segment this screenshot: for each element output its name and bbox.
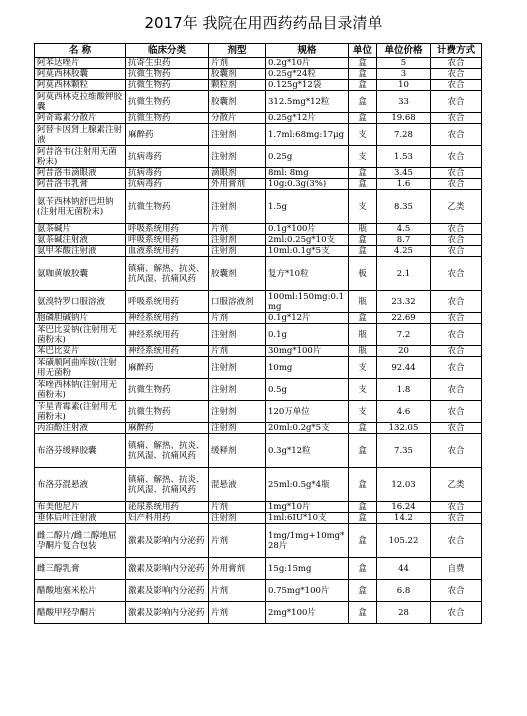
cell-billing: 农合	[431, 423, 482, 434]
page-title: 2017年 我院在用西药药品目录清单	[144, 14, 383, 32]
cell-category: 抗病毒药	[126, 168, 209, 179]
table-row	[35, 146, 482, 168]
table-row	[35, 224, 482, 235]
cell-price: 33	[377, 91, 431, 113]
table-row	[35, 168, 482, 179]
cell-category: 激素及影响内分泌药	[126, 602, 209, 624]
cell-spec: 15g:15mg	[266, 558, 349, 580]
cell-spec: 0.125g*12袋	[266, 80, 349, 91]
table-row	[35, 190, 482, 224]
cell-spec: 1mg*10片	[266, 502, 349, 513]
cell-billing: 农合	[431, 524, 482, 558]
cell-billing: 农合	[431, 324, 482, 346]
cell-category: 激素及影响内分泌药	[126, 580, 209, 602]
table-row	[35, 423, 482, 434]
cell-spec: 0.5g	[266, 379, 349, 401]
cell-price: 8.35	[377, 190, 431, 224]
cell-name: 醋酸甲羟孕酮片	[35, 602, 126, 624]
cell-category: 抗微生物药	[126, 113, 209, 124]
cell-billing: 农合	[431, 224, 482, 235]
cell-form: 片剂	[209, 224, 266, 235]
table-row	[35, 124, 482, 146]
cell-billing: 农合	[431, 113, 482, 124]
cell-billing: 农合	[431, 346, 482, 357]
cell-billing: 农合	[431, 580, 482, 602]
cell-spec: 0.25g*12片	[266, 113, 349, 124]
cell-form: 片剂	[209, 502, 266, 513]
table-row	[35, 246, 482, 257]
cell-price: 2.1	[377, 257, 431, 291]
cell-unit: 盒	[349, 468, 377, 502]
cell-category: 神经系统用药	[126, 313, 209, 324]
cell-name: 氨甲苯酸注射液	[35, 246, 126, 257]
cell-billing: 农合	[431, 257, 482, 291]
cell-price: 19.68	[377, 113, 431, 124]
cell-price: 3	[377, 69, 431, 80]
table-row	[35, 313, 482, 324]
cell-price: 3.45	[377, 168, 431, 179]
cell-spec: 8ml: 8mg	[266, 168, 349, 179]
cell-category: 呼吸系统用药	[126, 291, 209, 313]
cell-name: 阿莫西林颗粒	[35, 80, 126, 91]
cell-price: 10	[377, 80, 431, 91]
cell-spec: 0.1g	[266, 324, 349, 346]
cell-spec: 20ml:0.2g*5支	[266, 423, 349, 434]
cell-spec: 1mg/1mg+10mg*28片	[266, 524, 349, 558]
cell-billing: 农合	[431, 357, 482, 379]
cell-unit: 盒	[349, 524, 377, 558]
table-row	[35, 513, 482, 524]
cell-category: 神经系统用药	[126, 346, 209, 357]
cell-form: 注射剂	[209, 235, 266, 246]
cell-price: 7.28	[377, 124, 431, 146]
table-row	[35, 468, 482, 502]
cell-unit: 盒	[349, 235, 377, 246]
table-row	[35, 58, 482, 69]
table-row	[35, 91, 482, 113]
cell-unit: 瓶	[349, 291, 377, 313]
cell-spec: 25ml:0.5g*4瓶	[266, 468, 349, 502]
cell-spec: 2ml:0.25g*10支	[266, 235, 349, 246]
cell-form: 外用膏剂	[209, 558, 266, 580]
cell-billing: 农合	[431, 179, 482, 190]
cell-form: 注射剂	[209, 190, 266, 224]
cell-name: 氨茶碱片	[35, 224, 126, 235]
cell-form: 胶囊剂	[209, 69, 266, 80]
cell-price: 23.32	[377, 291, 431, 313]
table-row	[35, 357, 482, 379]
header-spec: 规格	[266, 44, 349, 58]
cell-unit: 盒	[349, 502, 377, 513]
cell-form: 滴眼剂	[209, 168, 266, 179]
table-row	[35, 580, 482, 602]
cell-price: 16.24	[377, 502, 431, 513]
cell-billing: 农合	[431, 313, 482, 324]
cell-unit: 盒	[349, 69, 377, 80]
cell-name: 布洛芬混悬液	[35, 468, 126, 502]
cell-price: 4.25	[377, 246, 431, 257]
header-category: 临床分类	[126, 44, 209, 58]
cell-spec: 0.3g*12粒	[266, 434, 349, 468]
cell-billing: 农合	[431, 91, 482, 113]
cell-price: 8.7	[377, 235, 431, 246]
table-row	[35, 235, 482, 246]
cell-spec: 312.5mg*12粒	[266, 91, 349, 113]
table-row	[35, 602, 482, 624]
header-price: 单位价格	[377, 44, 431, 58]
cell-category: 血液系统用药	[126, 246, 209, 257]
cell-name: 阿昔洛韦乳膏	[35, 179, 126, 190]
cell-billing: 农合	[431, 146, 482, 168]
cell-billing: 农合	[431, 434, 482, 468]
cell-name: 雌三醇乳膏	[35, 558, 126, 580]
cell-spec: 10mg	[266, 357, 349, 379]
cell-billing: 农合	[431, 246, 482, 257]
cell-category: 抗微生物药	[126, 401, 209, 423]
table-row	[35, 291, 482, 313]
cell-name: 苄星青霉素(注射用无菌粉末)	[35, 401, 126, 423]
cell-unit: 盒	[349, 558, 377, 580]
cell-name: 阿苯达唑片	[35, 58, 126, 69]
cell-form: 外用膏剂	[209, 179, 266, 190]
cell-form: 口服溶液剂	[209, 291, 266, 313]
cell-form: 注射剂	[209, 513, 266, 524]
table-row	[35, 524, 482, 558]
cell-price: 4.6	[377, 401, 431, 423]
drug-catalog-table	[34, 43, 482, 624]
cell-form: 注射剂	[209, 401, 266, 423]
table-row	[35, 179, 482, 190]
cell-spec: 0.25g*24粒	[266, 69, 349, 80]
cell-price: 1.8	[377, 379, 431, 401]
cell-unit: 盒	[349, 80, 377, 91]
cell-name: 苯磺顺阿曲库铵(注射用无菌粉	[35, 357, 126, 379]
cell-category: 麻醉药	[126, 423, 209, 434]
cell-unit: 支	[349, 401, 377, 423]
cell-unit: 盒	[349, 179, 377, 190]
cell-billing: 农合	[431, 168, 482, 179]
cell-billing: 乙类	[431, 468, 482, 502]
header-billing: 计费方式	[431, 44, 482, 58]
cell-form: 片剂	[209, 58, 266, 69]
cell-name: 氨苄西林钠舒巴坦钠(注射用无菌粉末)	[35, 190, 126, 224]
cell-form: 胶囊剂	[209, 91, 266, 113]
cell-billing: 农合	[431, 124, 482, 146]
cell-unit: 盒	[349, 313, 377, 324]
cell-category: 镇痛、解热、抗炎、抗风湿、抗痛风药	[126, 468, 209, 502]
cell-form: 片剂	[209, 580, 266, 602]
cell-billing: 农合	[431, 80, 482, 91]
cell-category: 抗寄生虫药	[126, 58, 209, 69]
cell-form: 缓释剂	[209, 434, 266, 468]
cell-unit: 盒	[349, 602, 377, 624]
cell-name: 阿奇霉素分散片	[35, 113, 126, 124]
cell-unit: 盒	[349, 580, 377, 602]
table-body	[35, 58, 482, 624]
cell-spec: 0.75mg*100片	[266, 580, 349, 602]
cell-spec: 0.2g*10片	[266, 58, 349, 69]
cell-category: 抗病毒药	[126, 146, 209, 168]
cell-name: 苯巴比妥片	[35, 346, 126, 357]
cell-spec: 10ml:0.1g*5支	[266, 246, 349, 257]
cell-name: 苯巴比妥钠(注射用无菌粉末)	[35, 324, 126, 346]
cell-price: 1.6	[377, 179, 431, 190]
cell-billing: 农合	[431, 502, 482, 513]
cell-price: 14.2	[377, 513, 431, 524]
header-name: 名 称	[35, 44, 126, 58]
cell-form: 片剂	[209, 313, 266, 324]
cell-price: 92.44	[377, 357, 431, 379]
cell-name: 阿莫西林克拉维酸钾胶囊	[35, 91, 126, 113]
header-unit: 单位	[349, 44, 377, 58]
cell-unit: 盒	[349, 91, 377, 113]
cell-billing: 农合	[431, 69, 482, 80]
cell-name: 氨茶碱注射液	[35, 235, 126, 246]
table-row	[35, 379, 482, 401]
cell-category: 泌尿系统用药	[126, 502, 209, 513]
table-row	[35, 346, 482, 357]
cell-unit: 盒	[349, 168, 377, 179]
cell-spec: 1ml:6IU*10支	[266, 513, 349, 524]
cell-price: 44	[377, 558, 431, 580]
cell-unit: 瓶	[349, 324, 377, 346]
cell-price: 4.5	[377, 224, 431, 235]
cell-form: 胶囊剂	[209, 257, 266, 291]
table-row	[35, 434, 482, 468]
cell-unit: 盒	[349, 246, 377, 257]
cell-billing: 农合	[431, 235, 482, 246]
cell-spec: 复方*10粒	[266, 257, 349, 291]
cell-name: 氨咖黄敏胶囊	[35, 257, 126, 291]
cell-category: 抗微生物药	[126, 190, 209, 224]
cell-category: 抗微生物药	[126, 80, 209, 91]
cell-name: 阿替卡因肾上腺素注射液	[35, 124, 126, 146]
cell-billing: 自费	[431, 558, 482, 580]
cell-form: 片剂	[209, 524, 266, 558]
cell-category: 抗微生物药	[126, 69, 209, 80]
cell-category: 妇产科用药	[126, 513, 209, 524]
cell-unit: 支	[349, 124, 377, 146]
header-form: 剂型	[209, 44, 266, 58]
cell-price: 20	[377, 346, 431, 357]
cell-price: 12.03	[377, 468, 431, 502]
cell-spec: 1.7ml:68mg:17μg	[266, 124, 349, 146]
cell-unit: 支	[349, 379, 377, 401]
cell-name: 醋酸地塞米松片	[35, 580, 126, 602]
cell-form: 注射剂	[209, 146, 266, 168]
cell-form: 注射剂	[209, 357, 266, 379]
cell-price: 5	[377, 58, 431, 69]
cell-spec: 1.5g	[266, 190, 349, 224]
cell-category: 激素及影响内分泌药	[126, 558, 209, 580]
cell-unit: 盒	[349, 423, 377, 434]
cell-price: 22.69	[377, 313, 431, 324]
cell-unit: 瓶	[349, 224, 377, 235]
cell-price: 1.53	[377, 146, 431, 168]
cell-spec: 0.1g*12片	[266, 313, 349, 324]
table-row	[35, 558, 482, 580]
cell-category: 麻醉药	[126, 124, 209, 146]
cell-unit: 瓶	[349, 346, 377, 357]
cell-unit: 支	[349, 146, 377, 168]
cell-category: 呼吸系统用药	[126, 224, 209, 235]
cell-name: 苯唑西林钠(注射用无菌粉末)	[35, 379, 126, 401]
cell-category: 抗微生物药	[126, 91, 209, 113]
cell-category: 抗微生物药	[126, 379, 209, 401]
cell-form: 注射剂	[209, 124, 266, 146]
table-row	[35, 69, 482, 80]
cell-name: 垂体后叶注射液	[35, 513, 126, 524]
cell-unit: 板	[349, 257, 377, 291]
cell-price: 105.22	[377, 524, 431, 558]
cell-unit: 盒	[349, 513, 377, 524]
cell-price: 6.8	[377, 580, 431, 602]
cell-name: 布美他尼片	[35, 502, 126, 513]
cell-form: 颗粒剂	[209, 80, 266, 91]
cell-price: 28	[377, 602, 431, 624]
table-row	[35, 324, 482, 346]
cell-form: 注射剂	[209, 423, 266, 434]
table-row	[35, 257, 482, 291]
cell-form: 片剂	[209, 346, 266, 357]
cell-name: 阿昔洛韦滴眼液	[35, 168, 126, 179]
table-row	[35, 401, 482, 423]
cell-billing: 农合	[431, 602, 482, 624]
cell-category: 呼吸系统用药	[126, 235, 209, 246]
cell-unit: 盒	[349, 58, 377, 69]
cell-spec: 0.25g	[266, 146, 349, 168]
cell-spec: 2mg*100片	[266, 602, 349, 624]
cell-name: 氨溴特罗口服溶液	[35, 291, 126, 313]
cell-spec: 0.1g*100片	[266, 224, 349, 235]
table-row	[35, 502, 482, 513]
table-row	[35, 113, 482, 124]
cell-name: 阿昔洛韦(注射用无菌粉末)	[35, 146, 126, 168]
cell-billing: 乙类	[431, 190, 482, 224]
cell-unit: 支	[349, 190, 377, 224]
cell-category: 镇痛、解热、抗炎、抗风湿、抗痛风药	[126, 257, 209, 291]
cell-price: 132.05	[377, 423, 431, 434]
cell-spec: 100ml:150mg:0.1mg	[266, 291, 349, 313]
cell-category: 激素及影响内分泌药	[126, 524, 209, 558]
table-header-row	[35, 44, 482, 58]
cell-name: 丙泊酚注射液	[35, 423, 126, 434]
cell-form: 注射剂	[209, 246, 266, 257]
cell-price: 7.35	[377, 434, 431, 468]
cell-unit: 盒	[349, 434, 377, 468]
cell-category: 麻醉药	[126, 357, 209, 379]
cell-name: 阿莫西林胶囊	[35, 69, 126, 80]
cell-billing: 农合	[431, 379, 482, 401]
table-row	[35, 80, 482, 91]
cell-billing: 农合	[431, 291, 482, 313]
cell-form: 注射剂	[209, 324, 266, 346]
cell-billing: 农合	[431, 58, 482, 69]
cell-form: 注射剂	[209, 379, 266, 401]
cell-price: 7.2	[377, 324, 431, 346]
cell-spec: 10g:0.3g(3%)	[266, 179, 349, 190]
cell-unit: 支	[349, 357, 377, 379]
cell-category: 抗病毒药	[126, 179, 209, 190]
cell-form: 混悬液	[209, 468, 266, 502]
cell-billing: 农合	[431, 401, 482, 423]
cell-name: 布洛芬缓释胶囊	[35, 434, 126, 468]
cell-name: 雌二醇片/雌二醇地屈孕酮片复合包装	[35, 524, 126, 558]
cell-unit: 盒	[349, 113, 377, 124]
cell-form: 分散片	[209, 113, 266, 124]
cell-category: 神经系统用药	[126, 324, 209, 346]
cell-name: 胞磷胆碱钠片	[35, 313, 126, 324]
cell-spec: 30mg*100片	[266, 346, 349, 357]
cell-category: 镇痛、解热、抗炎、抗风湿、抗痛风药	[126, 434, 209, 468]
cell-spec: 120万单位	[266, 401, 349, 423]
cell-form: 片剂	[209, 602, 266, 624]
cell-billing: 农合	[431, 513, 482, 524]
